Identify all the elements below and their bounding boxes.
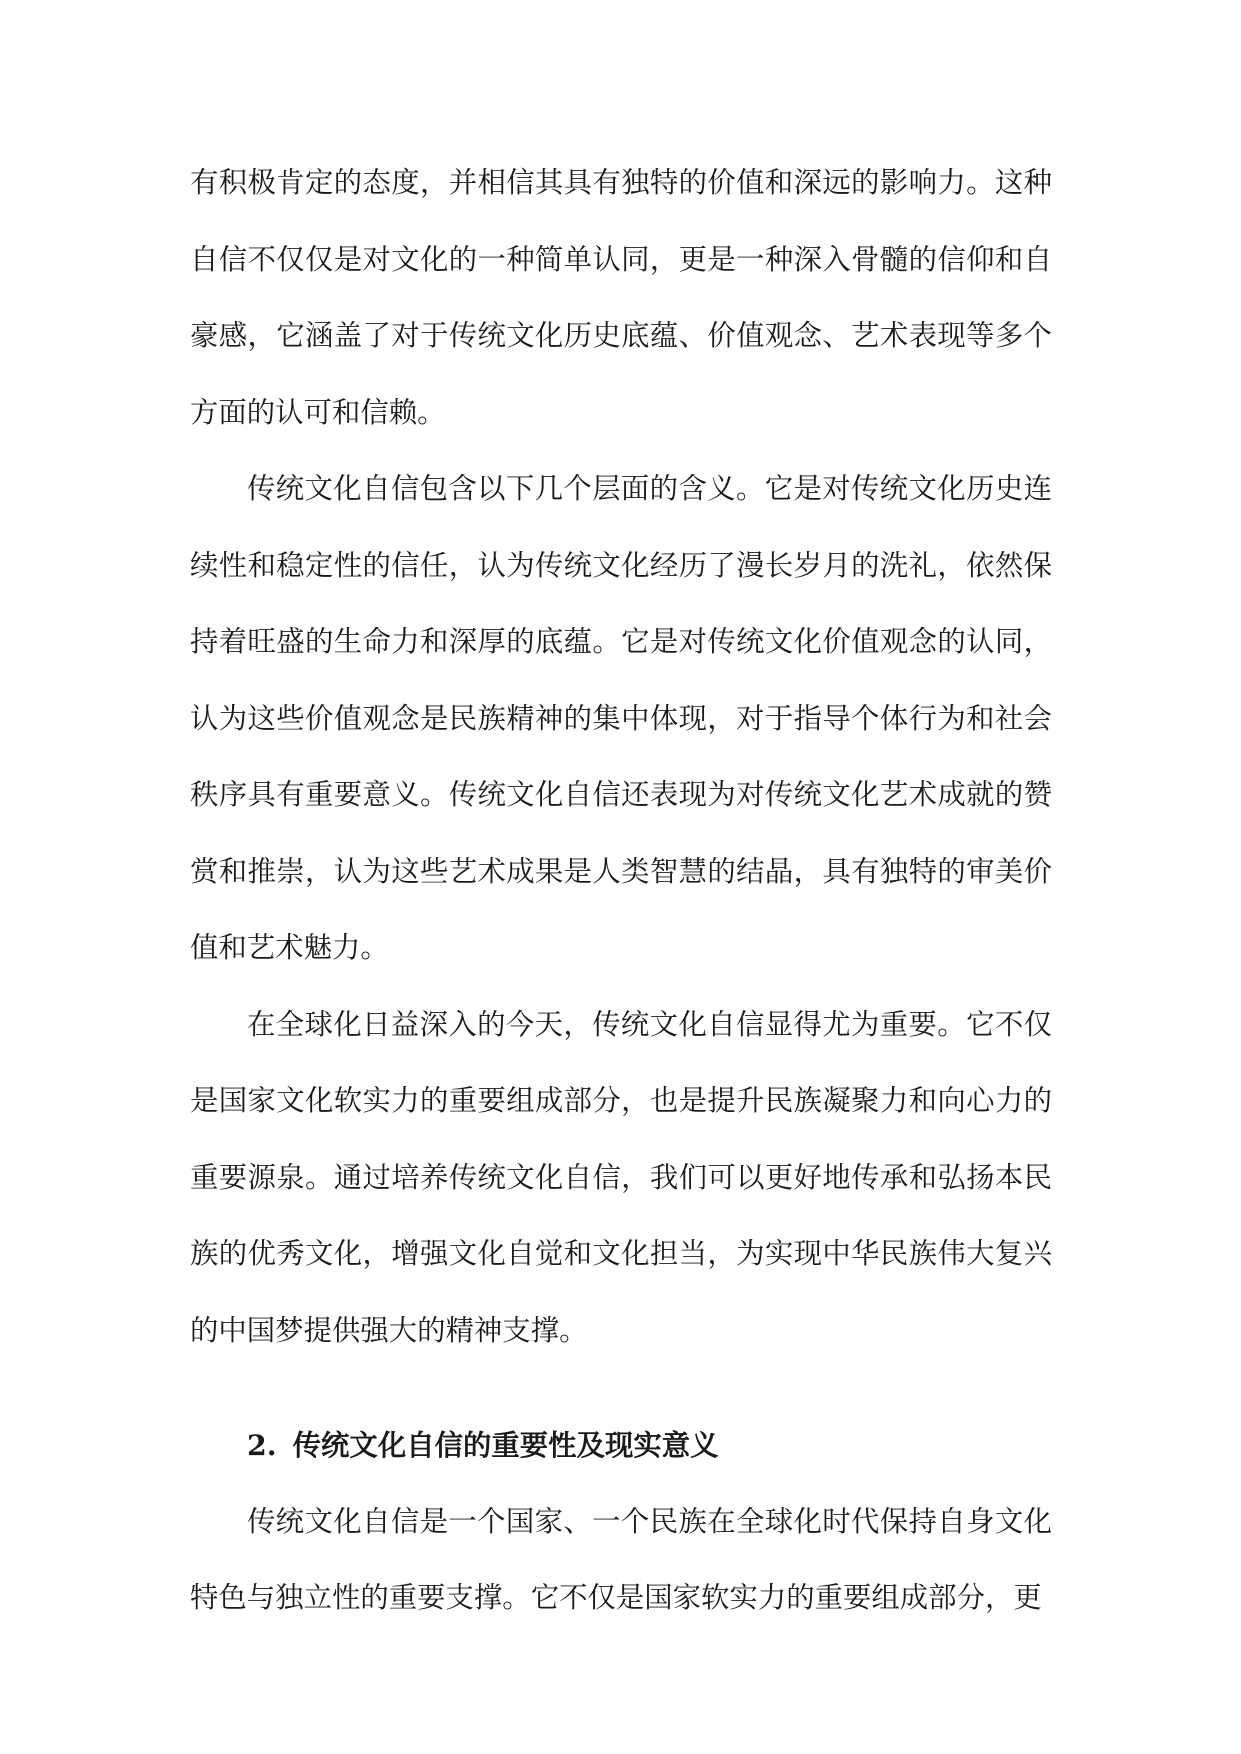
paragraph-3: 在全球化日益深入的今天，传统文化自信显得尤为重要。它不仅是国家文化软实力的重要组成部分，也是提升民族凝聚力和向心力的重要源泉。通过培养传统文化自信，我们可以更好地传承和弘扬本民族的优秀文化，增强文化自觉和文化担当，为实现中华民族伟大复兴的中国梦提供强大的精神支撑。: [190, 1007, 1052, 1347]
document-body: [190, 145, 1052, 1637]
section-title: 传统文化自信的重要性及现实意义: [292, 1428, 719, 1462]
paragraph-2: 传统文化自信包含以下几个层面的含义。它是对传统文化历史连续性和稳定性的信任，认为传统文化经历了漫长岁月的洗礼，依然保持着旺盛的生命力和深厚的底蕴。它是对传统文化价值观念的认同，认为这些价值观念是民族精神的集中体现，对于指导个体行为和社会秩序具有重要意义。传统文化自信还表现为对传统文化艺术成就的赞赏和推崇，认为这些艺术成果是人类智慧的结晶，具有独特的审美价值和艺术魅力。: [190, 472, 1052, 964]
paragraph-1: 有积极肯定的态度，并相信其具有独特的价值和深远的影响力。这种自信不仅仅是对文化的一种简单认同，更是一种深入骨髓的信仰和自豪感，它涵盖了对于传统文化历史底蕴、价值观念、艺术表现等多个方面的认可和信赖。: [190, 166, 1052, 429]
section-number: 2.: [247, 1428, 277, 1462]
section-heading: [190, 1407, 1052, 1484]
paragraph-4: 传统文化自信是一个国家、一个民族在全球化时代保持自身文化特色与独立性的重要支撑。它不仅是国家软实力的重要组成部分，更: [190, 1504, 1052, 1614]
